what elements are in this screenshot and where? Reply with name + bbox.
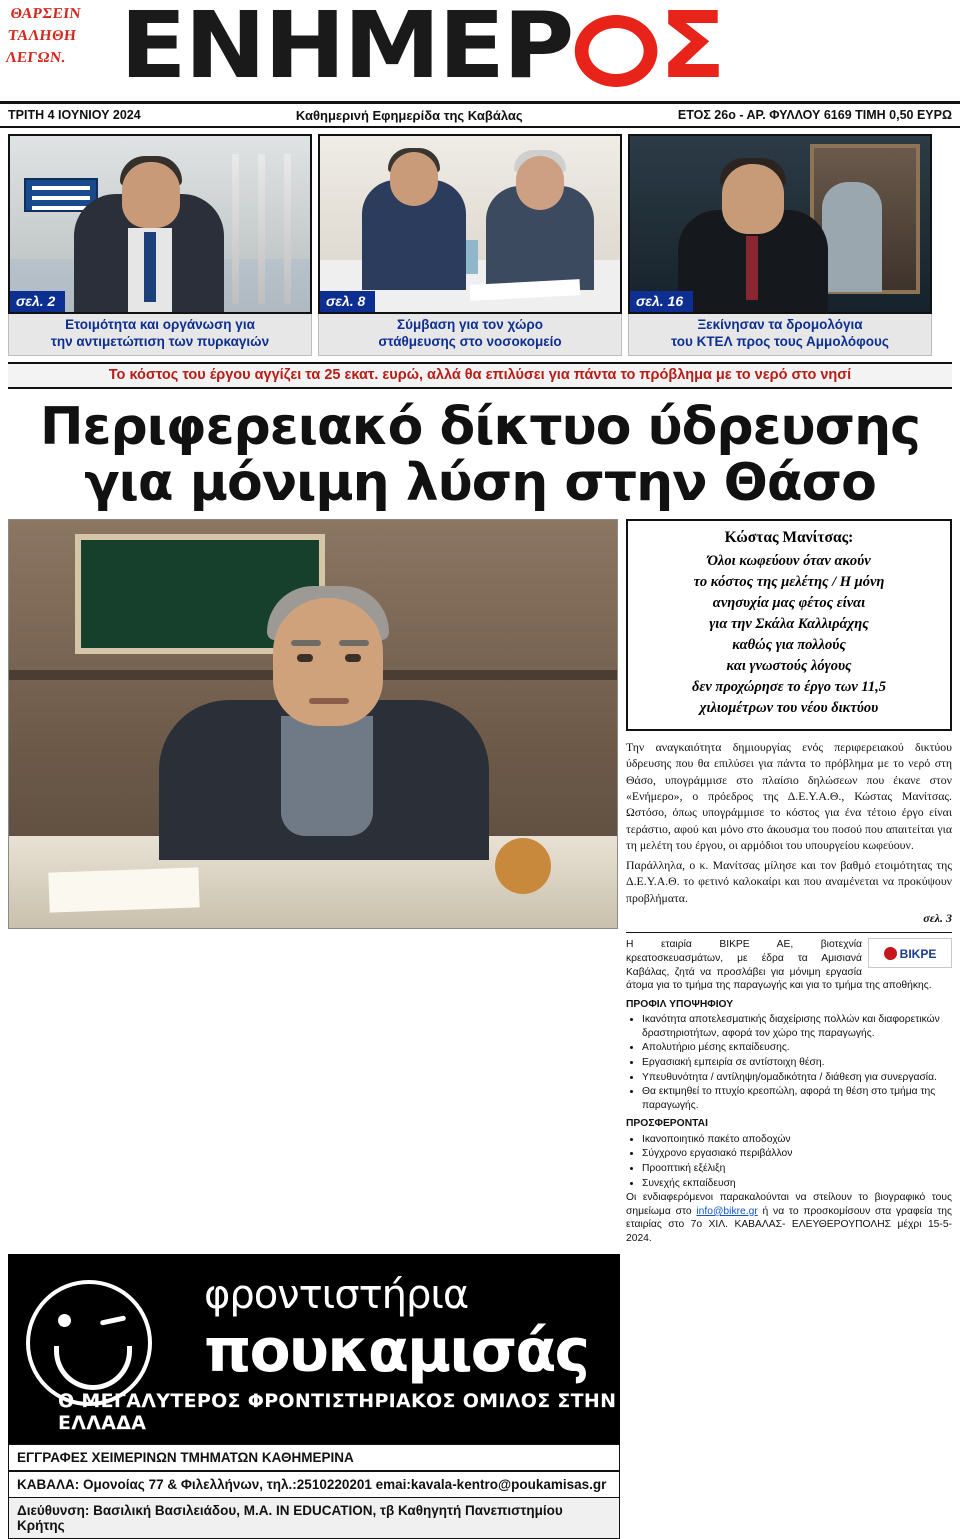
- masthead: [0, 0, 960, 104]
- photo-illustration-signing: [320, 136, 620, 312]
- teaser-photo-1: [8, 134, 312, 314]
- teaser-caption-line: Σύμβαση για τον χώρο: [397, 317, 543, 332]
- kicker-text: Το κόστος του έργου αγγίζει τα 25 εκατ. ευρώ, αλλά θα επιλύσει για πάντα το πρόβλημα με το νερό στο νησί: [8, 362, 952, 389]
- job-profile-item: • Ικανότητα αποτελεσματικής διαχείρισης πολλών και διαφορετικών δραστηριοτήτων, αφορά τον χώρο της παραγωγής.: [642, 1013, 952, 1040]
- teaser-caption-line: την αντιμετώπιση των πυρκαγιών: [50, 333, 270, 349]
- quote-attribution: Κώστας Μανίτσας:: [724, 529, 854, 547]
- teaser-caption-line: Ετοιμότητα και οργάνωση για: [65, 317, 255, 332]
- quote-line: δεν προχώρησε το έργο των 11,5: [691, 679, 886, 696]
- teaser-caption-3: [628, 314, 932, 356]
- article-body: [626, 739, 952, 926]
- ad-strip-contact: ΚΑΒΑΛΑ: Ομονοίας 77 & Φιλελλήνων, τηλ.:2510220201 emai:kavala-kentro@poukamisas.gr: [8, 1471, 620, 1498]
- job-profile-item: • Θα εκτιμηθεί το πτυχίο κρεοπώλη, αφορά τη θέση στο τμήμα της παραγωγής.: [642, 1085, 952, 1112]
- job-offers-item: • Συνεχής εκπαίδευση: [642, 1177, 952, 1191]
- quote-line: και γνωστούς λόγους: [726, 658, 852, 675]
- motto-line-1: ΘΑΡΣΕΙΝ: [9, 6, 82, 22]
- winking-face-icon: [26, 1280, 152, 1406]
- teaser-caption-line: στάθμευσης στο νοσοκομείο: [378, 333, 562, 349]
- teaser-photo-3: [628, 134, 932, 314]
- job-offers-item: • Σύγχρονο εργασιακό περιβάλλον: [642, 1147, 952, 1161]
- job-profile-title: ΠΡΟΦΙΛ ΥΠΟΨΗΦΙΟΥ: [626, 998, 734, 1010]
- headline-line-1: Περιφερειακό δίκτυο ύδρευσης: [39, 396, 921, 457]
- job-advertisement: [626, 932, 952, 1245]
- ad-line-1: φροντιστήρια: [204, 1271, 469, 1318]
- newspaper-logo: [120, 0, 960, 104]
- logo-text-sigma: Σ: [659, 0, 724, 99]
- logo-text-main: ΕΝΗΜΕΡ: [120, 0, 573, 99]
- main-content: [0, 519, 960, 1245]
- quote-line: καθώς για πολλούς: [732, 637, 846, 654]
- teaser-item[interactable]: [8, 134, 312, 356]
- page-badge: σελ. 16: [630, 291, 693, 312]
- job-intro: Η εταιρία ΒΙΚΡΕ ΑΕ, βιοτεχνία κρεατοσκευασμάτων, με έδρα τα Αμισιανά Καβάλας, ζητά να προσλάβει για μόνιμη εργασία άτομα για το τμήμα της παραγωγής και για το τμήμα της αποθήκης.: [626, 939, 932, 992]
- teaser-item[interactable]: [318, 134, 622, 356]
- article-paragraph: Την αναγκαιότητα δημιουργίας ενός περιφερειακού δικτύου ύδρευσης που θα επιλύσει για πάντα το πρόβλημα με το νερό στη Θάσο, υπογράμμισε στο πλαίσιο δηλώσεων που έκανε στον «Ενήμερο», ο πρόεδρος της Δ.Ε.Υ.Α.Θ., Κώστας Μανίτσας. Ωστόσο, όπως υπογράμμισε το κόστος για ένα τέτοιο έργο είναι τεράστιο, αφού και μόνο στο άκουσμα του ποσού που απαιτείται για τη μελέτη του έργου, οι αρμόδιοι του υπουργείου κωφεύουν.: [626, 740, 952, 852]
- ad-line-3: Ο ΜΕΓΑΛΥΤΕΡΟΣ ΦΡΟΝΤΙΣΤΗΡΙΑΚΟΣ ΟΜΙΛΟΣ ΣΤΗΝ ΕΛΛΑΔΑ: [58, 1389, 617, 1434]
- job-profile-item: • Εργασιακή εμπειρία σε αντίστοιχη θέση.: [642, 1056, 952, 1070]
- bikre-logo: [868, 938, 952, 968]
- issue-date: ΤΡΙΤΗ 4 ΙΟΥΝΙΟΥ 2024: [8, 108, 141, 122]
- teaser-caption-line: του ΚΤΕΛ προς τους Αμμολόφους: [671, 333, 889, 349]
- info-bar: [0, 104, 960, 128]
- job-offers-item: • Ικανοποιητικό πακέτο αποδοχών: [642, 1133, 952, 1147]
- page-badge: σελ. 8: [320, 291, 375, 312]
- job-profile-item: • Απολυτήριο μέσης εκπαίδευσης.: [642, 1041, 952, 1055]
- article-page-reference: σελ. 3: [923, 910, 952, 925]
- right-column: [626, 519, 952, 1245]
- teaser-row: [0, 128, 960, 360]
- bikre-logo-text: ΒΙΚΡΕ: [899, 947, 937, 962]
- photo-illustration-official: [10, 136, 310, 312]
- job-offers-title: ΠΡΟΣΦΕΡΟΝΤΑΙ: [626, 1118, 708, 1130]
- quote-line: χιλιομέτρων του νέου δικτύου: [699, 700, 879, 717]
- page-badge: σελ. 2: [10, 291, 65, 312]
- ad-banner: [8, 1254, 620, 1444]
- headline-line-2: για μόνιμη λύση στην Θάσο: [84, 452, 876, 513]
- quote-line: ανησυχία μας φέτος είναι: [712, 595, 866, 612]
- job-offers-item: • Προοπτική εξέλιξη: [642, 1162, 952, 1176]
- bottom-advertisement[interactable]: [8, 1254, 620, 1539]
- job-offers-list: [642, 1133, 952, 1190]
- lead-photo: [8, 519, 618, 929]
- motto-line-2: ΤΑΛΗΘΗ: [7, 27, 78, 44]
- job-closing-pre: Οι ενδιαφερόμενοι παρακαλούνται να στείλουν το βιογραφικό τους σημείωμα στο: [626, 1192, 952, 1217]
- teaser-caption-line: Ξεκίνησαν τα δρομολόγια: [697, 317, 863, 332]
- ad-strip-director: Διεύθυνση: Βασιλική Βασιλειάδου, Μ.Α. IN EDUCATION, τβ Καθηγητή Πανεπιστημίου Κρήτης: [8, 1498, 620, 1539]
- quote-line: Όλοι κωφεύουν όταν ακούν: [707, 553, 871, 570]
- issue-meta: ΕΤΟΣ 26ο - ΑΡ. ΦΥΛΛΟΥ 6169 ΤΙΜΗ 0,50 ΕΥΡΩ: [677, 108, 952, 122]
- quote-line: για την Σκάλα Καλλιράχης: [709, 616, 869, 633]
- motto-line-3: ΛΕΓΩΝ.: [4, 49, 67, 66]
- teaser-caption-1: [8, 314, 312, 356]
- main-headline: [0, 389, 960, 519]
- teaser-caption-2: [318, 314, 622, 356]
- left-column: [8, 519, 618, 1245]
- job-email-link[interactable]: info@bikre.gr: [696, 1205, 758, 1217]
- ad-strip-enrollment: ΕΓΓΡΑΦΕΣ ΧΕΙΜΕΡΙΝΩΝ ΤΜΗΜΑΤΩΝ ΚΑΘΗΜΕΡΙΝΑ: [8, 1444, 620, 1471]
- ad-line-2: πουκαμισάς: [204, 1315, 589, 1386]
- teaser-photo-2: [318, 134, 622, 314]
- quote-box: [626, 519, 952, 731]
- teaser-item[interactable]: [628, 134, 932, 356]
- job-profile-item: • Υπευθυνότητα / αντίληψη/ομαδικότητα / διάθεση για συνεργασία.: [642, 1071, 952, 1085]
- photo-illustration-portrait: [630, 136, 930, 312]
- job-profile-list: [642, 1013, 952, 1112]
- job-closing: [626, 1191, 952, 1245]
- quote-line: το κόστος της μελέτης / Η μόνη: [693, 574, 885, 591]
- logo-omicron-ring-icon: [574, 15, 657, 87]
- newspaper-subtitle: Καθημερινή Εφημερίδα της Καβάλας: [295, 107, 523, 123]
- job-closing-post: ή να το προσκομίσουν στα γραφεία της εταιρίας στο 7ο ΧΙΛ. ΚΑΒΑΛΑΣ- ΕΛΕΥΘΕΡΟΥΠΟΛΗΣ μέχρι 15-5-2024.: [626, 1205, 952, 1244]
- article-paragraph: Παράλληλα, ο κ. Μανίτσας μίλησε και τον βαθμό ετοιμότητας της Δ.Ε.Υ.Α.Θ. το φετινό καλοκαίρι και που αναμένεται να προκύψουν προβλήματα.: [626, 858, 952, 905]
- bikre-mark-icon: [884, 947, 897, 960]
- quote-text: [638, 551, 940, 719]
